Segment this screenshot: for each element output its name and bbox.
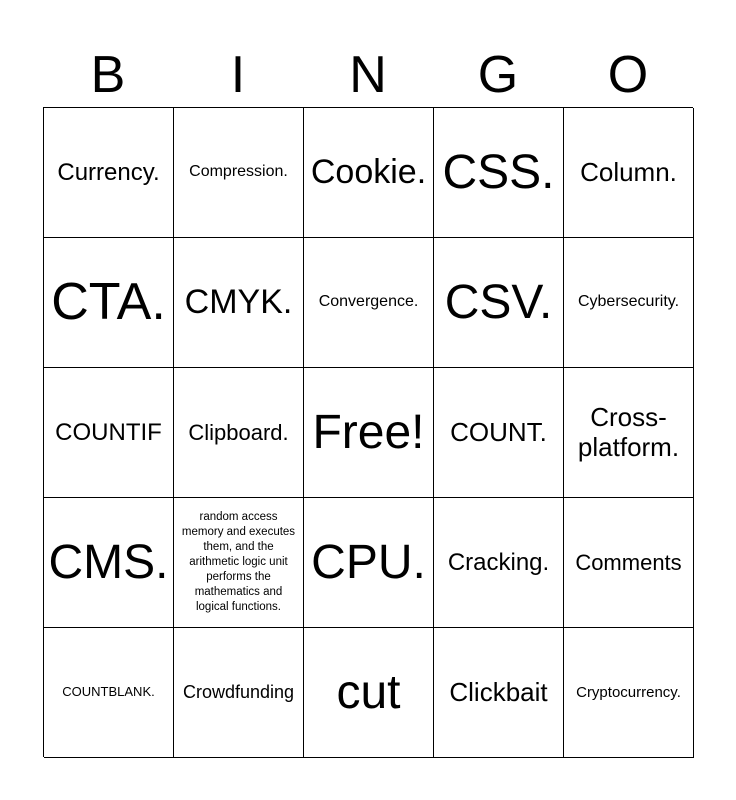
cell-text: CPU. xyxy=(311,535,426,589)
bingo-cell[interactable] xyxy=(304,238,434,368)
cell-text: Clickbait xyxy=(449,676,548,707)
bingo-cell[interactable] xyxy=(434,498,564,628)
bingo-cell[interactable] xyxy=(564,498,694,628)
cell-text: Crowdfunding xyxy=(182,682,295,703)
bingo-cell[interactable] xyxy=(174,108,304,238)
cell-text: Cookie. xyxy=(310,152,427,191)
bingo-cell[interactable] xyxy=(434,238,564,368)
cell-text: cut xyxy=(336,665,401,719)
bingo-cell[interactable] xyxy=(304,368,434,498)
cell-text: COUNT. xyxy=(450,416,547,447)
cell-text: Cybersecurity. xyxy=(577,293,680,311)
cell-text: Column. xyxy=(580,156,677,187)
bingo-cell[interactable] xyxy=(564,108,694,238)
bingo-cell[interactable] xyxy=(434,108,564,238)
bingo-cell[interactable] xyxy=(44,498,174,628)
cell-text: Convergence. xyxy=(318,293,419,311)
bingo-cell[interactable] xyxy=(44,238,174,368)
header-letter-o: O xyxy=(607,46,649,104)
cell-text: CSV. xyxy=(444,275,553,329)
header-letter-n: N xyxy=(349,46,387,104)
cell-text: random access memory and executes them, and the arithmetic logic unit performs the mathematics and logical functions. xyxy=(181,511,296,613)
bingo-cell[interactable] xyxy=(174,498,304,628)
bingo-cell[interactable] xyxy=(434,368,564,498)
bingo-cell[interactable] xyxy=(174,238,304,368)
cell-text: CMYK. xyxy=(184,282,293,321)
bingo-cell[interactable] xyxy=(174,368,304,498)
cell-text: Clipboard. xyxy=(188,419,289,445)
cell-text: CSS. xyxy=(442,145,555,199)
cell-text: COUNTBLANK. xyxy=(62,684,155,700)
cell-text: COUNTIF xyxy=(55,418,162,446)
bingo-cell[interactable] xyxy=(44,628,174,758)
cell-text: Comments xyxy=(575,549,682,575)
bingo-cell[interactable] xyxy=(304,498,434,628)
bingo-board xyxy=(43,107,693,757)
header-letter-b: B xyxy=(90,46,126,104)
cell-text: Cryptocurrency. xyxy=(576,683,681,701)
cell-text: Currency. xyxy=(57,158,160,186)
cell-text: Cracking. xyxy=(447,548,550,576)
bingo-header xyxy=(43,44,693,106)
bingo-cell[interactable] xyxy=(304,108,434,238)
bingo-cell[interactable] xyxy=(174,628,304,758)
cell-text: CTA. xyxy=(51,272,166,331)
bingo-cell[interactable] xyxy=(564,238,694,368)
header-letter-g: G xyxy=(477,46,519,104)
bingo-cell[interactable] xyxy=(564,628,694,758)
cell-text: Compression. xyxy=(189,163,288,181)
free-space: Free! xyxy=(312,405,425,459)
bingo-cell[interactable] xyxy=(44,368,174,498)
bingo-cell[interactable] xyxy=(434,628,564,758)
bingo-cell[interactable] xyxy=(304,628,434,758)
bingo-cell[interactable] xyxy=(44,108,174,238)
cell-text: CMS. xyxy=(48,535,169,589)
cell-text: Cross-platform. xyxy=(577,401,680,462)
header-letter-i: I xyxy=(230,46,246,104)
bingo-cell[interactable] xyxy=(564,368,694,498)
